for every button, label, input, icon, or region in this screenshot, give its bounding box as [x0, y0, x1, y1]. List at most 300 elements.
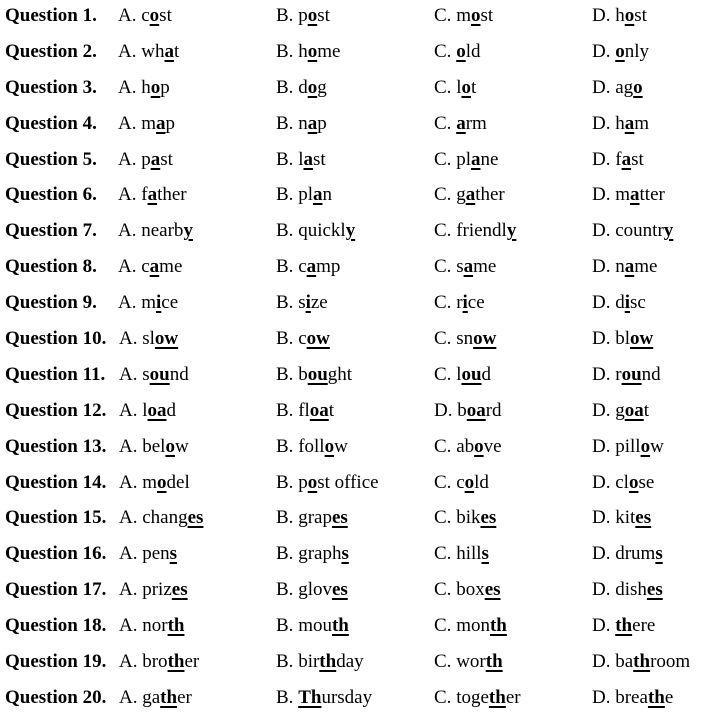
option-letter: D.: [592, 148, 611, 170]
word-part: t: [328, 399, 335, 421]
word-part: ag: [615, 76, 634, 98]
highlighted-sound: es: [635, 507, 652, 529]
option-letter: B.: [276, 328, 294, 350]
word-part: p: [141, 148, 151, 170]
answer-option: [118, 73, 170, 103]
option-letter: C.: [434, 328, 452, 350]
word-part: st: [160, 148, 173, 170]
word-part: kit: [615, 507, 636, 529]
word-part: ba: [615, 651, 634, 673]
word-part: mp: [316, 256, 341, 278]
highlighted-sound: th: [615, 615, 633, 637]
word-part: h: [298, 40, 308, 62]
highlighted-sound: s: [655, 543, 663, 565]
word-part: l: [456, 363, 462, 385]
option-letter: D.: [592, 543, 611, 565]
answer-option: [276, 180, 332, 210]
answer-option: [434, 216, 516, 246]
question-row: [0, 216, 704, 252]
word-part: drum: [615, 543, 656, 565]
word-part: ursday: [321, 686, 373, 708]
answer-option: [592, 37, 649, 67]
word-part: nearb: [141, 220, 184, 242]
highlighted-sound: oa: [466, 399, 486, 421]
answer-option: [276, 539, 349, 569]
highlighted-sound: es: [480, 507, 497, 529]
word-part: er: [177, 686, 192, 708]
answer-option: [592, 396, 649, 426]
answer-option: [119, 360, 189, 390]
highlighted-sound: o: [456, 40, 466, 62]
word-part: h: [615, 112, 625, 134]
word-part: w: [174, 435, 189, 457]
word-part: rm: [465, 112, 487, 134]
answer-option: [592, 109, 649, 139]
question-row: [0, 288, 704, 324]
answer-option: [592, 468, 654, 498]
word-part: d: [298, 76, 308, 98]
highlighted-sound: ou: [461, 363, 482, 385]
option-letter: D.: [592, 579, 611, 601]
option-letter: A.: [119, 543, 138, 565]
answer-option: [118, 216, 193, 246]
option-letter: D.: [592, 435, 611, 457]
highlighted-sound: o: [474, 435, 484, 457]
word-part: bir: [298, 651, 320, 673]
highlighted-sound: y: [345, 220, 356, 242]
highlighted-sound: th: [633, 651, 651, 673]
word-part: wh: [141, 40, 165, 62]
highlighted-sound: a: [624, 112, 635, 134]
option-letter: A.: [118, 292, 137, 314]
word-part: er: [184, 651, 200, 673]
answer-option: [434, 611, 507, 641]
question-label: Question 9.: [5, 292, 97, 314]
word-part: pen: [142, 543, 170, 565]
word-part: ce: [467, 292, 485, 314]
word-part: ght: [327, 363, 353, 385]
question-label: Question 10.: [5, 328, 107, 350]
highlighted-sound: o: [307, 40, 318, 62]
option-letter: D.: [592, 328, 611, 350]
highlighted-sound: o: [624, 5, 635, 26]
word-part: tter: [639, 184, 665, 206]
highlighted-sound: a: [312, 184, 323, 206]
answer-option: [118, 180, 187, 210]
answer-option: [276, 611, 349, 641]
option-letter: D.: [592, 651, 611, 673]
highlighted-sound: ow: [306, 328, 330, 350]
word-part: g: [456, 184, 466, 206]
highlighted-sound: a: [164, 40, 174, 62]
option-letter: D.: [592, 363, 611, 385]
answer-option: [276, 288, 328, 318]
highlighted-sound: o: [470, 5, 481, 26]
answer-option: [592, 252, 657, 282]
option-letter: A.: [119, 471, 138, 493]
option-letter: A.: [118, 184, 137, 206]
answer-option: [276, 503, 348, 533]
question-label: Question 19.: [5, 651, 107, 673]
highlighted-sound: a: [149, 256, 160, 278]
word-part: ther: [157, 184, 187, 206]
word-part: f: [615, 148, 622, 170]
option-letter: A.: [119, 435, 138, 457]
word-part: bik: [456, 507, 481, 529]
option-letter: C.: [434, 184, 452, 206]
option-letter: B.: [276, 256, 294, 278]
highlighted-sound: o: [640, 435, 651, 457]
highlighted-sound: th: [488, 686, 506, 708]
option-letter: C.: [434, 256, 452, 278]
answer-option: [276, 360, 352, 390]
answer-option: [592, 432, 664, 462]
word-part: dish: [615, 579, 647, 601]
highlighted-sound: es: [171, 579, 188, 601]
question-label: Question 20.: [5, 686, 107, 708]
option-letter: C.: [434, 5, 452, 26]
word-part: box: [456, 579, 485, 601]
highlighted-sound: s: [481, 543, 489, 565]
word-part: p: [160, 76, 170, 98]
highlighted-sound: i: [624, 292, 631, 314]
question-label: Question 6.: [5, 184, 97, 206]
word-part: rd: [485, 399, 502, 421]
highlighted-sound: a: [465, 184, 476, 206]
option-letter: A.: [118, 40, 137, 62]
highlighted-sound: a: [156, 112, 166, 134]
highlighted-sound: th: [331, 615, 349, 637]
question-row: [0, 37, 704, 73]
answer-option: [276, 1, 330, 31]
answer-option: [434, 503, 496, 533]
highlighted-sound: a: [303, 148, 313, 170]
answer-option: [434, 1, 493, 31]
word-part: g: [317, 76, 327, 98]
word-part: ld: [465, 40, 481, 62]
option-letter: B.: [276, 76, 294, 98]
word-part: me: [317, 40, 341, 62]
option-letter: D.: [434, 399, 453, 421]
answer-option: [276, 145, 326, 175]
option-letter: B.: [276, 651, 294, 673]
answer-option: [434, 396, 502, 426]
option-letter: B.: [276, 686, 294, 708]
word-part: me: [159, 256, 183, 278]
word-part: p: [298, 471, 308, 493]
highlighted-sound: a: [150, 148, 161, 170]
option-letter: B.: [276, 40, 294, 62]
word-part: b: [457, 399, 467, 421]
highlighted-sound: th: [167, 651, 185, 673]
answer-option: [434, 180, 505, 210]
highlighted-sound: o: [633, 76, 643, 98]
answer-option: [276, 109, 327, 139]
word-part: me: [634, 256, 658, 278]
highlighted-sound: y: [663, 220, 674, 242]
option-letter: D.: [592, 292, 611, 314]
option-letter: C.: [434, 615, 452, 637]
word-part: p: [317, 112, 327, 134]
option-letter: B.: [276, 507, 294, 529]
answer-option: [276, 432, 348, 462]
question-label: Question 13.: [5, 435, 107, 457]
word-part: st: [159, 5, 172, 26]
highlighted-sound: ou: [149, 363, 170, 385]
answer-option: [119, 324, 178, 354]
word-part: foll: [298, 435, 325, 457]
option-letter: B.: [276, 5, 294, 26]
question-row: [0, 252, 704, 288]
word-part: er: [505, 686, 521, 708]
word-part: f: [141, 184, 148, 206]
word-part: c: [456, 471, 465, 493]
option-letter: A.: [119, 579, 138, 601]
highlighted-sound: o: [464, 471, 475, 493]
answer-option: [119, 468, 190, 498]
question-label: Question 16.: [5, 543, 107, 565]
word-part: h: [615, 5, 625, 26]
option-letter: B.: [276, 435, 294, 457]
word-part: ne: [480, 148, 499, 170]
highlighted-sound: o: [307, 76, 318, 98]
word-part: ld: [474, 471, 489, 493]
option-letter: D.: [592, 112, 611, 134]
word-part: me: [473, 256, 497, 278]
word-part: bl: [615, 328, 631, 350]
option-letter: B.: [276, 543, 294, 565]
word-part: st: [312, 148, 326, 170]
option-letter: C.: [434, 471, 452, 493]
option-letter: C.: [434, 76, 452, 98]
answer-option: [592, 611, 655, 641]
question-label: Question 14.: [5, 471, 107, 493]
answer-option: [118, 109, 175, 139]
word-part: st: [480, 5, 494, 26]
answer-option: [592, 647, 690, 677]
option-letter: C.: [434, 651, 452, 673]
answer-option: [592, 324, 653, 354]
word-part: n: [298, 112, 308, 134]
question-label: Question 12.: [5, 399, 107, 421]
highlighted-sound: o: [307, 5, 318, 26]
word-part: t: [173, 40, 180, 62]
highlighted-sound: a: [306, 256, 317, 278]
word-part: r: [456, 292, 463, 314]
option-letter: D.: [592, 471, 611, 493]
word-part: l: [456, 76, 462, 98]
option-letter: C.: [434, 507, 452, 529]
highlighted-sound: s: [169, 543, 178, 565]
option-letter: B.: [276, 471, 294, 493]
option-letter: D.: [592, 5, 611, 26]
answer-option: [119, 611, 184, 641]
highlighted-sound: o: [628, 471, 639, 493]
option-letter: A.: [119, 615, 138, 637]
answer-option: [434, 683, 521, 713]
option-letter: A.: [119, 507, 138, 529]
word-part: c: [298, 256, 307, 278]
question-row: [0, 539, 704, 575]
word-part: nd: [169, 363, 189, 385]
option-letter: A.: [118, 220, 137, 242]
word-part: pill: [615, 435, 641, 457]
question-label: Question 15.: [5, 507, 107, 529]
answer-option: [434, 145, 498, 175]
word-part: ce: [161, 292, 179, 314]
highlighted-sound: ow: [630, 328, 654, 350]
word-part: ther: [475, 184, 505, 206]
answer-option: [592, 539, 663, 569]
word-part: sc: [630, 292, 646, 314]
question-label: Question 7.: [5, 220, 97, 242]
word-part: nor: [142, 615, 168, 637]
answer-option: [276, 468, 379, 498]
answer-option: [592, 180, 665, 210]
word-part: ere: [632, 615, 656, 637]
highlighted-sound: a: [470, 148, 481, 170]
answer-option: [592, 683, 673, 713]
word-part: l: [142, 399, 148, 421]
answer-option: [434, 468, 489, 498]
question-row: [0, 468, 704, 504]
word-part: mou: [298, 615, 332, 637]
question-row: [0, 145, 704, 181]
word-part: c: [141, 5, 150, 26]
highlighted-sound: es: [331, 579, 348, 601]
word-part: h: [141, 76, 151, 98]
word-part: s: [456, 256, 464, 278]
word-part: glov: [298, 579, 332, 601]
highlighted-sound: ow: [473, 328, 497, 350]
option-letter: C.: [434, 220, 452, 242]
word-part: m: [615, 184, 631, 206]
word-part: mon: [456, 615, 490, 637]
highlighted-sound: Th: [298, 686, 322, 708]
option-letter: A.: [118, 76, 137, 98]
word-part: p: [298, 5, 308, 26]
answer-option: [119, 647, 199, 677]
word-part: st office: [317, 471, 379, 493]
word-part: t: [470, 76, 477, 98]
word-part: d: [166, 399, 177, 421]
option-letter: C.: [434, 148, 452, 170]
highlighted-sound: s: [341, 543, 349, 565]
word-part: ve: [483, 435, 502, 457]
highlighted-sound: a: [456, 112, 466, 134]
option-letter: C.: [434, 686, 452, 708]
answer-option: [119, 575, 188, 605]
question-row: [0, 1, 704, 37]
question-row: [0, 575, 704, 611]
option-letter: C.: [434, 292, 452, 314]
word-part: brea: [615, 686, 648, 708]
answer-option: [434, 575, 501, 605]
word-part: ze: [310, 292, 328, 314]
answer-option: [119, 503, 203, 533]
option-letter: A.: [119, 363, 138, 385]
option-letter: D.: [592, 184, 611, 206]
word-part: d: [481, 363, 492, 385]
answer-option: [434, 109, 487, 139]
highlighted-sound: o: [461, 76, 471, 98]
answer-option: [434, 360, 491, 390]
word-part: s: [298, 292, 306, 314]
option-letter: C.: [434, 363, 452, 385]
word-part: ab: [456, 435, 475, 457]
word-part: l: [298, 148, 304, 170]
option-letter: D.: [592, 686, 611, 708]
answer-option: [276, 324, 330, 354]
word-part: w: [650, 435, 664, 457]
word-part: s: [142, 363, 150, 385]
word-part: priz: [142, 579, 172, 601]
word-part: st: [634, 5, 647, 26]
highlighted-sound: th: [485, 651, 503, 673]
answer-option: [119, 539, 177, 569]
question-label: Question 3.: [5, 76, 97, 98]
highlighted-sound: a: [630, 184, 640, 206]
highlighted-sound: ow: [154, 328, 179, 350]
highlighted-sound: ou: [307, 363, 328, 385]
answer-option: [434, 539, 489, 569]
question-row: [0, 109, 704, 145]
highlighted-sound: es: [646, 579, 663, 601]
highlighted-sound: a: [147, 184, 158, 206]
highlighted-sound: o: [150, 76, 161, 98]
word-part: e: [664, 686, 674, 708]
word-part: fl: [298, 399, 310, 421]
answer-option: [119, 683, 192, 713]
word-part: day: [336, 651, 364, 673]
word-part: pl: [456, 148, 471, 170]
option-letter: D.: [592, 399, 611, 421]
highlighted-sound: es: [331, 507, 348, 529]
highlighted-sound: oa: [309, 399, 329, 421]
option-letter: A.: [119, 399, 138, 421]
option-letter: A.: [119, 651, 138, 673]
word-part: g: [615, 399, 625, 421]
question-label: Question 11.: [5, 363, 106, 385]
question-row: [0, 611, 704, 647]
highlighted-sound: o: [157, 471, 167, 493]
question-row: [0, 396, 704, 432]
answer-option: [276, 252, 340, 282]
answer-option: [118, 145, 173, 175]
word-part: sl: [142, 328, 155, 350]
highlighted-sound: a: [621, 148, 632, 170]
answer-option: [592, 288, 646, 318]
word-part: c: [141, 256, 150, 278]
highlighted-sound: a: [463, 256, 474, 278]
highlighted-sound: i: [305, 292, 311, 314]
answer-option: [119, 396, 176, 426]
word-part: toge: [456, 686, 489, 708]
word-part: cl: [615, 471, 629, 493]
word-part: b: [298, 363, 308, 385]
word-part: ga: [142, 686, 161, 708]
word-part: m: [456, 5, 471, 26]
option-letter: D.: [592, 507, 611, 529]
word-part: t: [643, 399, 650, 421]
word-part: st: [631, 148, 644, 170]
option-letter: A.: [118, 5, 137, 26]
answer-option: [434, 647, 503, 677]
option-letter: C.: [434, 112, 452, 134]
option-letter: B.: [276, 220, 294, 242]
option-letter: C.: [434, 579, 452, 601]
word-part: m: [634, 112, 650, 134]
